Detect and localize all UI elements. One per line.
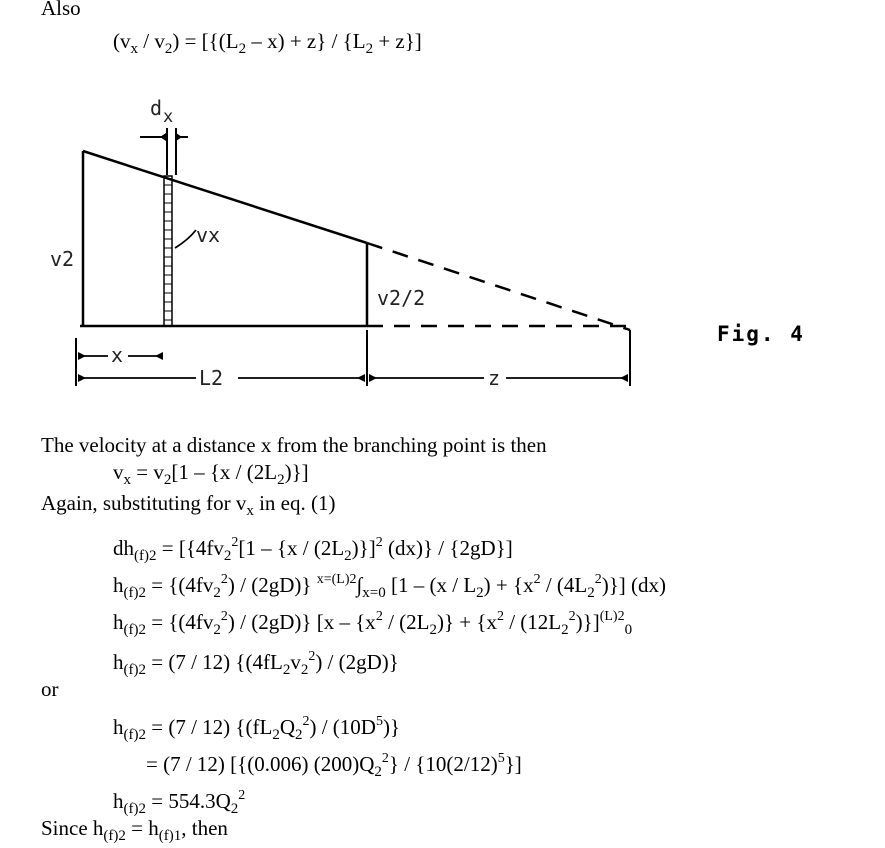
figure-4	[30, 90, 650, 405]
x-dimension-label: x	[111, 343, 124, 367]
equation-vx: $v_x = v_2[1 - \{x / (2L_2)\}]$	[113, 460, 309, 488]
vx-leader-line	[175, 230, 196, 248]
L2-arrowhead-left	[78, 374, 86, 382]
dx-label-d: d	[150, 96, 163, 120]
equation-hf2-simplified: $h_{(f)2} = (7 / 12)$ $\{(4fL_2v_2^2) / (2gD)\}$	[113, 649, 399, 678]
pipe-velocity-diagram	[30, 90, 650, 400]
L2-arrowhead-right	[357, 374, 365, 382]
dx-label-x: x	[163, 107, 174, 127]
equation-hf2-substituted: = (7 / 12) [{(0.006) $(200)Q_2^2\} / \{10(2/12)^5\}$]	[146, 751, 522, 780]
z-dimension-label: z	[488, 366, 501, 390]
again-sentence: Again, substituting for $v_x$ in eq. (1)	[41, 491, 336, 519]
equation-hf2-evaluated: $h_{(f)2} = \{(4fv_2^2) / (2gD)\}$ $[x - \{x^2 / (2L_2)\} + \{x^2 / (12L_2^2)\}]^{(L)2}_0$	[113, 609, 633, 638]
figure-caption: Fig. 4	[717, 322, 805, 346]
equation-hf2-flow: $h_{(f)2} = (7 / 12)$ $\{(fL_2Q_2^2) / (10D^5)\}$	[113, 714, 401, 743]
velocity-sentence: The velocity at a distance x from the branching point is then	[41, 433, 547, 457]
equation-velocity-ratio: $(v_x / v_2) = [\{(L_2 - x) + z\} / \{L_2 + z\}]$	[113, 29, 422, 57]
dx-arrowhead-left	[160, 133, 166, 141]
x-arrowhead-left	[78, 352, 86, 360]
z-arrowhead-left	[369, 374, 377, 382]
equation-hf2-integral: $h_{(f)2} = \{(4fv_2^2) / (2gD)\}$ $^{x=(L)2}\int_{x=0}$ $[1 - (x / L_2) + \{x^2 / (4L_2^2)\}]$ (dx)	[113, 572, 667, 601]
L2-dimension-label: L2	[199, 366, 224, 390]
or-word: or	[41, 677, 59, 701]
vx-label: vx	[196, 223, 221, 247]
x-arrowhead-right	[155, 352, 163, 360]
velocity-slope-line	[83, 151, 367, 243]
equation-dhf2: $dh_{(f)2} = [\{4fv_2^2[1 - \{x / (2L_2)\}]^2$ (dx)} / {2gD}]	[113, 535, 513, 564]
hatched-strip	[164, 176, 172, 326]
intro-word: Also	[41, 0, 81, 20]
equation-hf2-result: $h_{(f)2} = 554.3Q_2^2$	[113, 788, 246, 817]
z-arrowhead-right	[620, 374, 628, 382]
v2-label: v2	[50, 247, 75, 271]
since-sentence: Since $h_{(f)2} = h_{(f)1}$, then	[41, 816, 228, 844]
v2-half-label: v2/2	[377, 286, 426, 310]
